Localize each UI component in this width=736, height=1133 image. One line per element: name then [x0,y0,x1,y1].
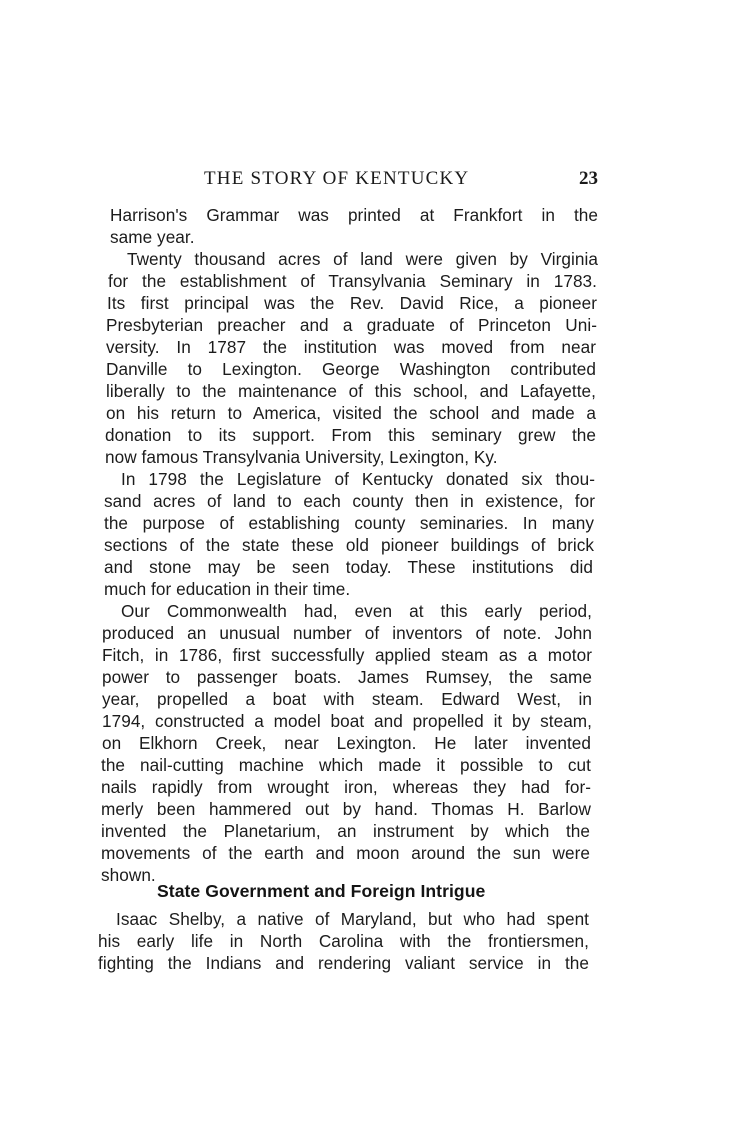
text-line: on his return to America, visited the school and made a [106,403,596,423]
text-line: the purpose of establishing county seminaries. In many [104,513,594,533]
running-title: THE STORY OF KENTUCKY [204,168,470,189]
text-line: In 1798 the Legislature of Kentucky donated six thou- [121,469,595,489]
text-line: his early life in North Carolina with the frontiersmen, [98,931,589,951]
text-line: shown. [101,865,156,885]
text-line: Isaac Shelby, a native of Maryland, but who had spent [116,909,589,929]
text-line: for the establishment of Transylvania Seminary in 1783. [108,271,597,291]
text-line: versity. In 1787 the institution was moved from near [106,337,596,357]
text-line: Fitch, in 1786, first successfully applied steam as a motor [102,645,592,665]
text-line: invented the Planetarium, an instrument by which the [101,821,590,841]
text-line: liberally to the maintenance of this school, and Lafayette, [106,381,596,401]
text-line: Twenty thousand acres of land were given by Virginia [127,249,598,269]
text-line: nails rapidly from wrought iron, whereas they had for- [101,777,591,797]
text-line: 1794, constructed a model boat and propelled it by steam, [102,711,592,731]
text-line: and stone may be seen today. These institutions did [104,557,593,577]
text-line: the nail-cutting machine which made it possible to cut [101,755,591,775]
text-line: much for education in their time. [104,579,351,599]
section-heading: State Government and Foreign Intrigue [157,881,486,901]
page-header [100,166,600,194]
page-number: 23 [579,168,598,189]
text-line: sand acres of land to each county then in existence, for [104,491,595,511]
text-line: merly been hammered out by hand. Thomas H. Barlow [101,799,591,819]
text-line: Danville to Lexington. George Washington contributed [106,359,596,379]
text-line: on Elkhorn Creek, near Lexington. He later invented [102,733,591,753]
text-line: Our Commonwealth had, even at this early period, [121,601,592,621]
text-line: Harrison's Grammar was printed at Frankfort in the [110,205,598,225]
text-line: Its first principal was the Rev. David Rice, a pioneer [107,293,597,313]
text-line: same year. [110,227,195,247]
text-line: sections of the state these old pioneer buildings of brick [104,535,594,555]
text-line: now famous Transylvania University, Lexington, Ky. [105,447,498,467]
text-line: power to passenger boats. James Rumsey, the same [102,667,592,687]
text-line: Presbyterian preacher and a graduate of Princeton Uni- [106,315,597,335]
text-line: movements of the earth and moon around the sun were [101,843,590,863]
text-line: year, propelled a boat with steam. Edward West, in [102,689,592,709]
text-line: produced an unusual number of inventors of note. John [102,623,592,643]
text-line: fighting the Indians and rendering valiant service in the [98,953,589,973]
text-line: donation to its support. From this seminary grew the [105,425,596,445]
